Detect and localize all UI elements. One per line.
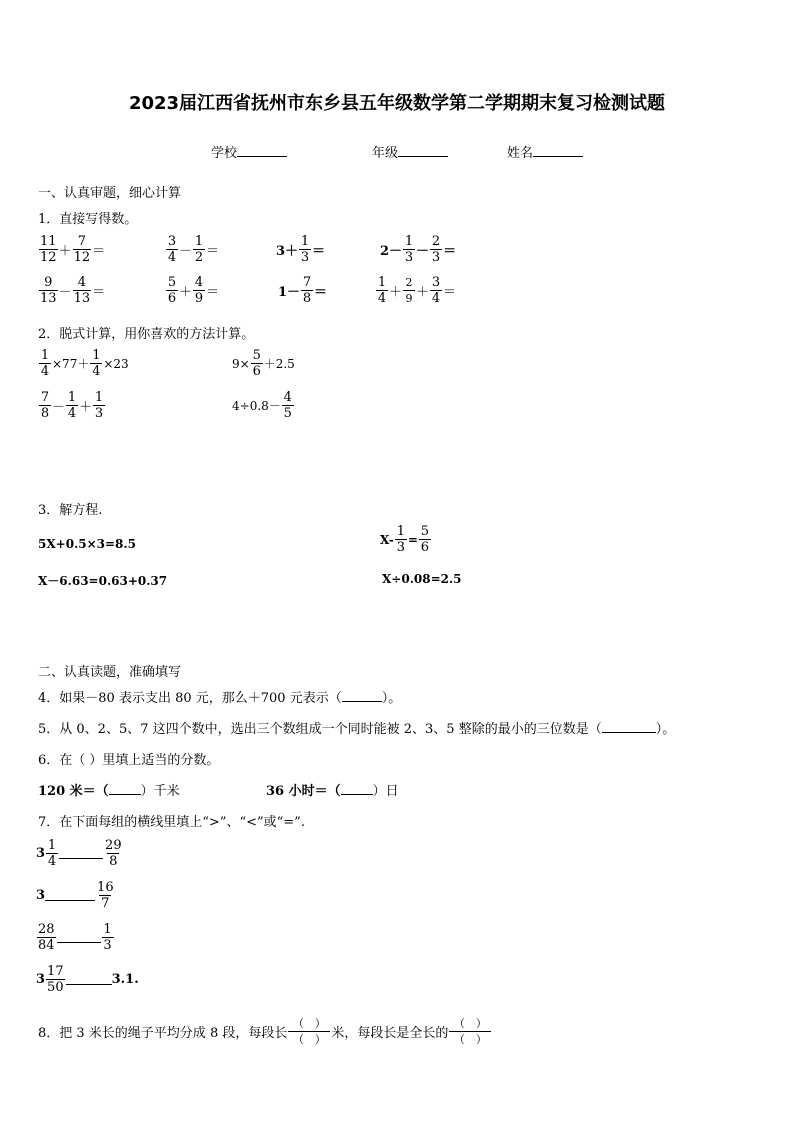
q8-blank-2[interactable]: $\frac{( )}{( )}$ xyxy=(449,1016,491,1047)
q1-item-d: 2－ $\frac{1}{3}$ － $\frac{2}{3}$ ＝ xyxy=(380,234,457,265)
name-label: 姓名 xyxy=(507,146,534,161)
q7-row-1: 3 $\frac{1}{4}$ $\frac{29}{8}$ xyxy=(36,838,122,869)
q2-item-b: 9× $\frac{5}{6}$ ＋2.5 xyxy=(232,348,295,379)
q6-item-a: 120 米＝（ ）千米 xyxy=(38,784,180,799)
q2-item-a: $\frac{1}{4}$ ×77＋ $\frac{1}{4}$ ×23 xyxy=(40,348,129,379)
q7-row-4: 3 $\frac{17}{50}$ 3.1. xyxy=(36,964,139,995)
q2-prompt: 2．脱式计算，用你喜欢的方法计算。 xyxy=(38,327,255,342)
q3-equation-a: 5X+0.5×3=8.5 xyxy=(38,537,136,551)
q7-row-3: $\frac{28}{84}$ $\frac{1}{3}$ xyxy=(38,922,112,953)
q4: 4．如果－80 表示支出 80 元，那么＋700 元表示（ ）。 xyxy=(38,691,402,706)
q2-item-c: $\frac{7}{8}$ － $\frac{1}{4}$ ＋ $\frac{1}{3}$ xyxy=(40,390,104,421)
section1-heading: 一、认真审题，细心计算 xyxy=(38,186,182,201)
q8: 8．把 3 米长的绳子平均分成 8 段，每段长 $\frac{( )}{( )}$ 米，每段长是全长的 $\frac{( )}{( )}$ xyxy=(38,1016,492,1047)
q6-a-blank[interactable] xyxy=(109,794,141,795)
q3-equation-d: X÷0.08=2.5 xyxy=(382,572,462,586)
name-blank[interactable] xyxy=(533,144,583,157)
q7-row-2-blank[interactable] xyxy=(45,900,95,901)
q8-blank-1[interactable]: $\frac{( )}{( )}$ xyxy=(288,1016,330,1047)
q7-row-3-blank[interactable] xyxy=(57,942,101,943)
q6-b-blank[interactable] xyxy=(341,794,373,795)
grade-blank[interactable] xyxy=(398,144,448,157)
q5: 5．从 0、2、5、7 这四个数中，选出三个数组成一个同时能被 2、3、5 整除的最小的三位数是（ ）。 xyxy=(38,722,676,737)
q1-item-g: 1－ $\frac{7}{8}$ ＝ xyxy=(278,275,328,306)
q3-equation-b: X- $\frac{1}{3}$ = $\frac{5}{6}$ xyxy=(380,524,430,555)
q1-item-b: $\frac{3}{4}$ － $\frac{1}{2}$ ＝ xyxy=(167,234,220,265)
q7-row-1-blank[interactable] xyxy=(59,858,103,859)
q4-answer-blank[interactable] xyxy=(342,701,382,702)
q1-prompt: 1．直接写得数。 xyxy=(38,212,138,227)
q2-item-d: 4÷0.8－ $\frac{4}{5}$ xyxy=(232,390,292,421)
q7-row-2: 3 $\frac{16}{7}$ xyxy=(36,880,114,911)
q1-item-e: $\frac{9}{13}$ － $\frac{4}{13}$ ＝ xyxy=(40,275,106,306)
q1-item-a: $\frac{11}{12}$ ＋ $\frac{7}{12}$ ＝ xyxy=(40,234,106,265)
name-field[interactable] xyxy=(507,142,583,161)
school-field[interactable] xyxy=(211,142,287,161)
fraction: $\frac{7}{12}$ xyxy=(73,234,91,265)
q6-item-b: 36 小时＝（ ）日 xyxy=(266,784,399,799)
q1-item-f: $\frac{5}{6}$ ＋ $\frac{4}{9}$ ＝ xyxy=(167,275,220,306)
grade-label: 年级 xyxy=(372,146,399,161)
q7-prompt: 7．在下面每组的横线里填上“>”、“<”或“=”. xyxy=(38,815,305,830)
q1-item-c: 3＋ $\frac{1}{3}$ ＝ xyxy=(276,234,326,265)
q7-row-4-blank[interactable] xyxy=(66,984,112,985)
q1-item-h: $\frac{1}{4}$ ＋ $\frac{2}{9}$ ＋ $\frac{3}{4}$ ＝ xyxy=(377,275,457,306)
school-label: 学校 xyxy=(211,146,238,161)
section2-heading: 二、认真读题，准确填写 xyxy=(38,665,182,680)
q3-prompt: 3．解方程. xyxy=(38,503,103,518)
q6-prompt: 6．在（ ）里填上适当的分数。 xyxy=(38,753,220,768)
fraction: $\frac{11}{12}$ xyxy=(40,234,57,265)
q5-answer-blank[interactable] xyxy=(602,732,656,733)
grade-field[interactable] xyxy=(372,142,448,161)
page-title: 2023届江西省抚州市东乡县五年级数学第二学期期末复习检测试题 xyxy=(128,93,666,114)
q3-equation-c: X－6.63=0.63+0.37 xyxy=(38,574,168,588)
school-blank[interactable] xyxy=(237,144,287,157)
